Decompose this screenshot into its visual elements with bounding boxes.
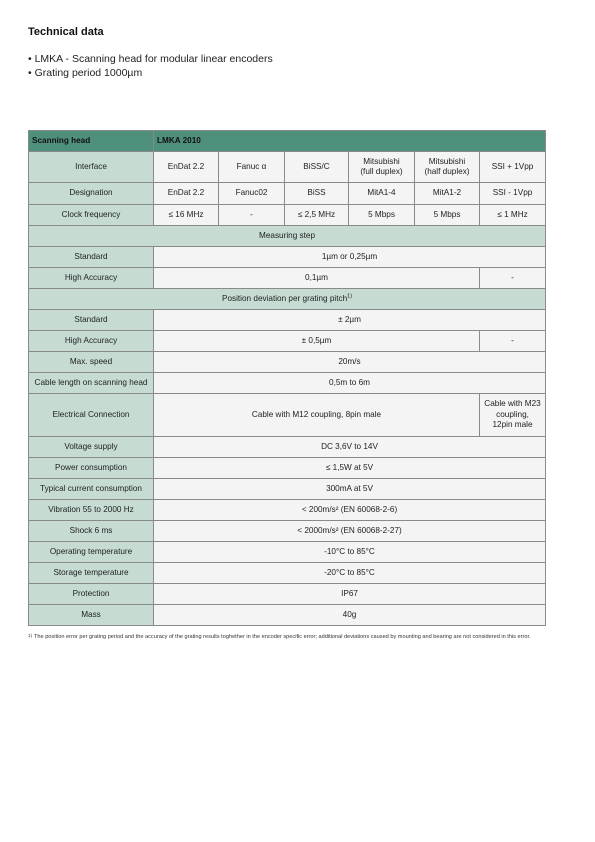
table-cell: ≤ 16 MHz bbox=[154, 205, 219, 226]
section-label-text: Position deviation per grating pitch bbox=[221, 293, 348, 303]
table-row bbox=[29, 268, 546, 289]
table-row bbox=[29, 352, 546, 373]
table-cell: ± 0,5µm bbox=[154, 331, 480, 352]
table-row bbox=[29, 584, 546, 605]
table-cell: - bbox=[480, 331, 546, 352]
footnote-text: The position error per grating period and the accuracy of the grating results toghether in the encoder specific error; additional deviations caused by mounting and bearing are not considered in this error. bbox=[34, 634, 531, 640]
section-label bbox=[29, 289, 546, 310]
row-label: Clock frequency bbox=[29, 205, 154, 226]
intro-bullets bbox=[28, 52, 273, 80]
row-label: Power consumption bbox=[29, 458, 154, 479]
table-cell: SSI + 1Vpp bbox=[480, 152, 546, 183]
table-cell: Cable with M12 coupling, 8pin male bbox=[154, 394, 480, 437]
header-value: LMKA 2010 bbox=[154, 131, 546, 152]
table-cell: 0,5m to 6m bbox=[154, 373, 546, 394]
technical-data-table bbox=[28, 130, 546, 626]
table-cell: 0,1µm bbox=[154, 268, 480, 289]
table-cell: < 2000m/s² (EN 60068-2-27) bbox=[154, 521, 546, 542]
row-label: High Accuracy bbox=[29, 268, 154, 289]
table-row bbox=[29, 542, 546, 563]
footnote-number: 1) bbox=[28, 633, 33, 638]
bullet-item: • Grating period 1000µm bbox=[28, 67, 143, 79]
row-label: Storage temperature bbox=[29, 563, 154, 584]
table-row bbox=[29, 479, 546, 500]
table-cell: Mitsubishi (full duplex) bbox=[349, 152, 415, 183]
table-row bbox=[29, 310, 546, 331]
table-row bbox=[29, 247, 546, 268]
table-cell: MitA1-2 bbox=[415, 183, 480, 205]
table-cell: - bbox=[219, 205, 285, 226]
table-cell: Mitsubishi (half duplex) bbox=[415, 152, 480, 183]
table-cell: 5 Mbps bbox=[349, 205, 415, 226]
row-label: Protection bbox=[29, 584, 154, 605]
table-cell: Fanuc02 bbox=[219, 183, 285, 205]
table-cell: MitA1-4 bbox=[349, 183, 415, 205]
table-cell: DC 3,6V to 14V bbox=[154, 437, 546, 458]
table-cell: ± 2µm bbox=[154, 310, 546, 331]
table-row bbox=[29, 605, 546, 626]
table-row bbox=[29, 500, 546, 521]
row-label: Electrical Connection bbox=[29, 394, 154, 437]
row-label: Interface bbox=[29, 152, 154, 183]
table-cell: EnDat 2.2 bbox=[154, 183, 219, 205]
table-row bbox=[29, 563, 546, 584]
footnote-marker: 1) bbox=[347, 293, 353, 300]
table-cell: 40g bbox=[154, 605, 546, 626]
row-label: Typical current consumption bbox=[29, 479, 154, 500]
table-cell: - bbox=[480, 268, 546, 289]
table-cell: ≤ 1 MHz bbox=[480, 205, 546, 226]
table-row bbox=[29, 458, 546, 479]
table-cell: -10°C to 85°C bbox=[154, 542, 546, 563]
table-cell: < 200m/s² (EN 60068-2-6) bbox=[154, 500, 546, 521]
row-label: Operating temperature bbox=[29, 542, 154, 563]
row-label: Max. speed bbox=[29, 352, 154, 373]
row-label: Mass bbox=[29, 605, 154, 626]
bullet-item: • LMKA - Scanning head for modular linear encoders bbox=[28, 53, 273, 65]
table-cell: 1µm or 0,25µm bbox=[154, 247, 546, 268]
table-cell: 300mA at 5V bbox=[154, 479, 546, 500]
table-cell: SSI - 1Vpp bbox=[480, 183, 546, 205]
table-row bbox=[29, 373, 546, 394]
table-cell: ≤ 1,5W at 5V bbox=[154, 458, 546, 479]
table-cell: IP67 bbox=[154, 584, 546, 605]
table-row bbox=[29, 152, 546, 183]
row-label: Shock 6 ms bbox=[29, 521, 154, 542]
table-header-row bbox=[29, 131, 546, 152]
row-label: Standard bbox=[29, 310, 154, 331]
section-label: Measuring step bbox=[29, 226, 546, 247]
row-label: Cable length on scanning head bbox=[29, 373, 154, 394]
table-cell: EnDat 2.2 bbox=[154, 152, 219, 183]
table-cell: BiSS bbox=[285, 183, 349, 205]
table-section-row bbox=[29, 226, 546, 247]
table-row bbox=[29, 331, 546, 352]
table-cell: 5 Mbps bbox=[415, 205, 480, 226]
table-cell: BiSS/C bbox=[285, 152, 349, 183]
row-label: Designation bbox=[29, 183, 154, 205]
footnote bbox=[28, 634, 548, 642]
row-label: Vibration 55 to 2000 Hz bbox=[29, 500, 154, 521]
row-label: Standard bbox=[29, 247, 154, 268]
table-row bbox=[29, 521, 546, 542]
table-row bbox=[29, 183, 546, 205]
table-row bbox=[29, 394, 546, 437]
table-row bbox=[29, 437, 546, 458]
table-cell: 20m/s bbox=[154, 352, 546, 373]
header-label: Scanning head bbox=[29, 131, 154, 152]
row-label: Voltage supply bbox=[29, 437, 154, 458]
row-label: High Accuracy bbox=[29, 331, 154, 352]
table-cell: Fanuc α bbox=[219, 152, 285, 183]
table-cell: ≤ 2,5 MHz bbox=[285, 205, 349, 226]
page-title: Technical data bbox=[28, 26, 104, 38]
table-section-row bbox=[29, 289, 546, 310]
table-cell: -20°C to 85°C bbox=[154, 563, 546, 584]
table-cell: Cable with M23 coupling, 12pin male bbox=[480, 394, 546, 437]
table-row bbox=[29, 205, 546, 226]
